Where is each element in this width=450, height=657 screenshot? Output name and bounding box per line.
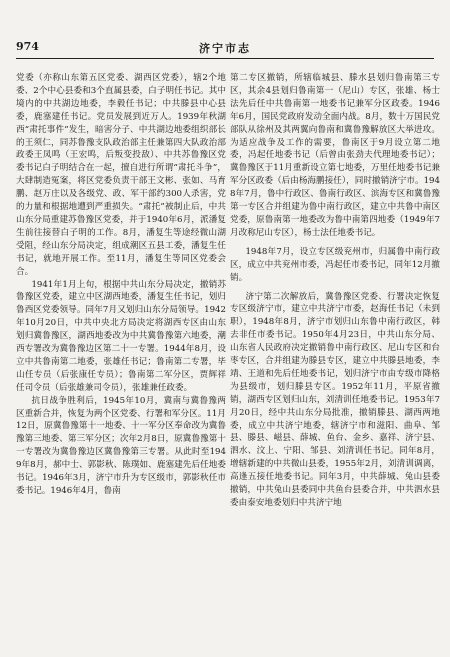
paragraph: 第二专区撤销，所辖临城县、滕水县划归鲁南第三专区，其余4县划归鲁南第一（尼山）专区，张雄、杨士法先后任中共鲁南第一地委书记兼军分区政委。1946年6月，国民党政府发动全面内战。8月，数十万国民党部队从徐州及其两翼向鲁南和冀鲁豫解放区大举进攻。为适应战争及工作的需要，鲁南区于9月设立第二地委，冯起任地委书记（后曾由张劲夫代理地委书记）；冀鲁豫区于11月重新设立第七地委，万里任地委书记兼军分区政委（后由杨海鹏接任），同时撤销济宁市。1948年7月，鲁中行政区、鲁南行政区、滨海专区和冀鲁豫第一专区合并组建为鲁中南行政区，建立中共鲁中南区党委，原鲁南第一地委改为鲁中南第四地委（1949年7月改称尼山专区），杨士法任地委书记。 <box>230 73 440 238</box>
running-title: 济宁市志 <box>199 42 251 55</box>
left-column <box>16 72 226 498</box>
paragraph: 抗日战争胜利后，1945年10月，冀南与冀鲁豫两区重新合并，恢复为两个区党委、行署和军分区。11月12日，原冀鲁豫第十一地委、十一军分区奉命改为冀鲁豫第三地委、第三军分区；次年2月8日，原冀鲁豫第十一专署改为冀鲁豫边区冀鲁豫第三专署。从此时至1949年8月，郝中士、郭影秋、陈璞如、鹿塞建先后任地委书记。1946年3月，济宁市升为专区级市，郭影秋任市委书记。1946年4月，鲁南 <box>16 395 226 496</box>
header-rule <box>16 58 434 59</box>
paragraph: 1941年1月上旬，根据中共山东分局决定，撤销苏鲁豫区党委，建立中区湖西地委，潘复生任书记，划归鲁西区党委领导。同年7月又划归山东分局领导。1942年10月20日，中共中央北方局决定将湖西专区由山东划归冀鲁豫区，湖西地委改为中共冀鲁豫第六地委，潮西专署改为冀鲁豫边区第二十一专署。1944年8月，设立中共鲁南第二地委，张雄任书记；鲁南第二专署，毕山任专员（后张康任专员）；鲁南第二军分区，贾辉祥任司令员（后张雄兼司令员），张雄兼任政委。 <box>16 279 226 393</box>
right-column <box>230 72 440 510</box>
page-number: 974 <box>16 40 39 53</box>
paragraph: 1948年7月，设立专区级兖州市，归属鲁中南行政区，成立中共兖州市委，冯起任市委书记，同年12月撤销。 <box>230 246 440 283</box>
paragraph: 党委（亦称山东第五区党委、湖西区党委），辖2个地委、2个中心县委和3个直属县委，白子明任书记。其中境内的中共湖边地委，李毅任书记；中共滕县中心县委，鹿塞建任书记。党员发展到近万人。1939年秋湖西“肃托事件”发生，暗害分子、中共湖边地委组织部长的王须仁，同苏鲁豫支队政治部主任兼第四大队政治部政委王凤鸣（王宏鸣，后叛变投敌）、中共苏鲁豫区党委书记白子明结合在一起，擅自进行所谓“肃托斗争”，大肆制造冤案，将区党委负责干部王文彬、张如、马育鹏、赵万庄以及各级党、政、军干部约300人杀害，党的力量和根据地遭到严重损失。“肃托”被制止后，中共山东分局重建苏鲁豫区党委，并于1940年6月，派潘复生前往接替白子明的工作。8月，潘复生等途经微山湖受阻，经山东分局决定，组成潮区五县工委，潘复生任书记，就地开展工作。至11月，潘复生等同区党委会合。 <box>16 73 226 277</box>
paragraph: 济宁第二次解放后，冀鲁豫区党委、行署决定恢复专区级济宁市，建立中共济宁市委，赵海任书记（未到职），1948年8月，济宁市划归山东鲁中南行政区，韩去非任市委书记。1950年4月23日，中共山东分局、山东省人民政府决定撤销鲁中南行政区、尼山专区和台枣专区，合并组建为滕县专区，建立中共滕县地委，李靖、王道和先后任地委书记，划归济宁市由专级市降格为县级市，划归滕县专区。1952年11月，平原省撤销，湖西专区划归山东，刘清训任地委书记。1953年7月20日，经中共山东分局批准，撤销滕县、湖西两地委，成立中共济宁地委，辖济宁市和滋阳、曲阜、邹县、滕县、嵫县、薛城、鱼台、金乡、嘉祥、济宁县、泗水、汶上、宁阳、邹县、刘清训任书记。同年8月，增辖新建的中共微山县委，1955年2月，刘清训调离，高逢五接任地委书记。同年3月，中共薛城、兔山县委撤销，中共兔山县委同中共鱼台县委合并，中共泗水县委由泰安地委划归中共济宁地 <box>230 291 440 508</box>
